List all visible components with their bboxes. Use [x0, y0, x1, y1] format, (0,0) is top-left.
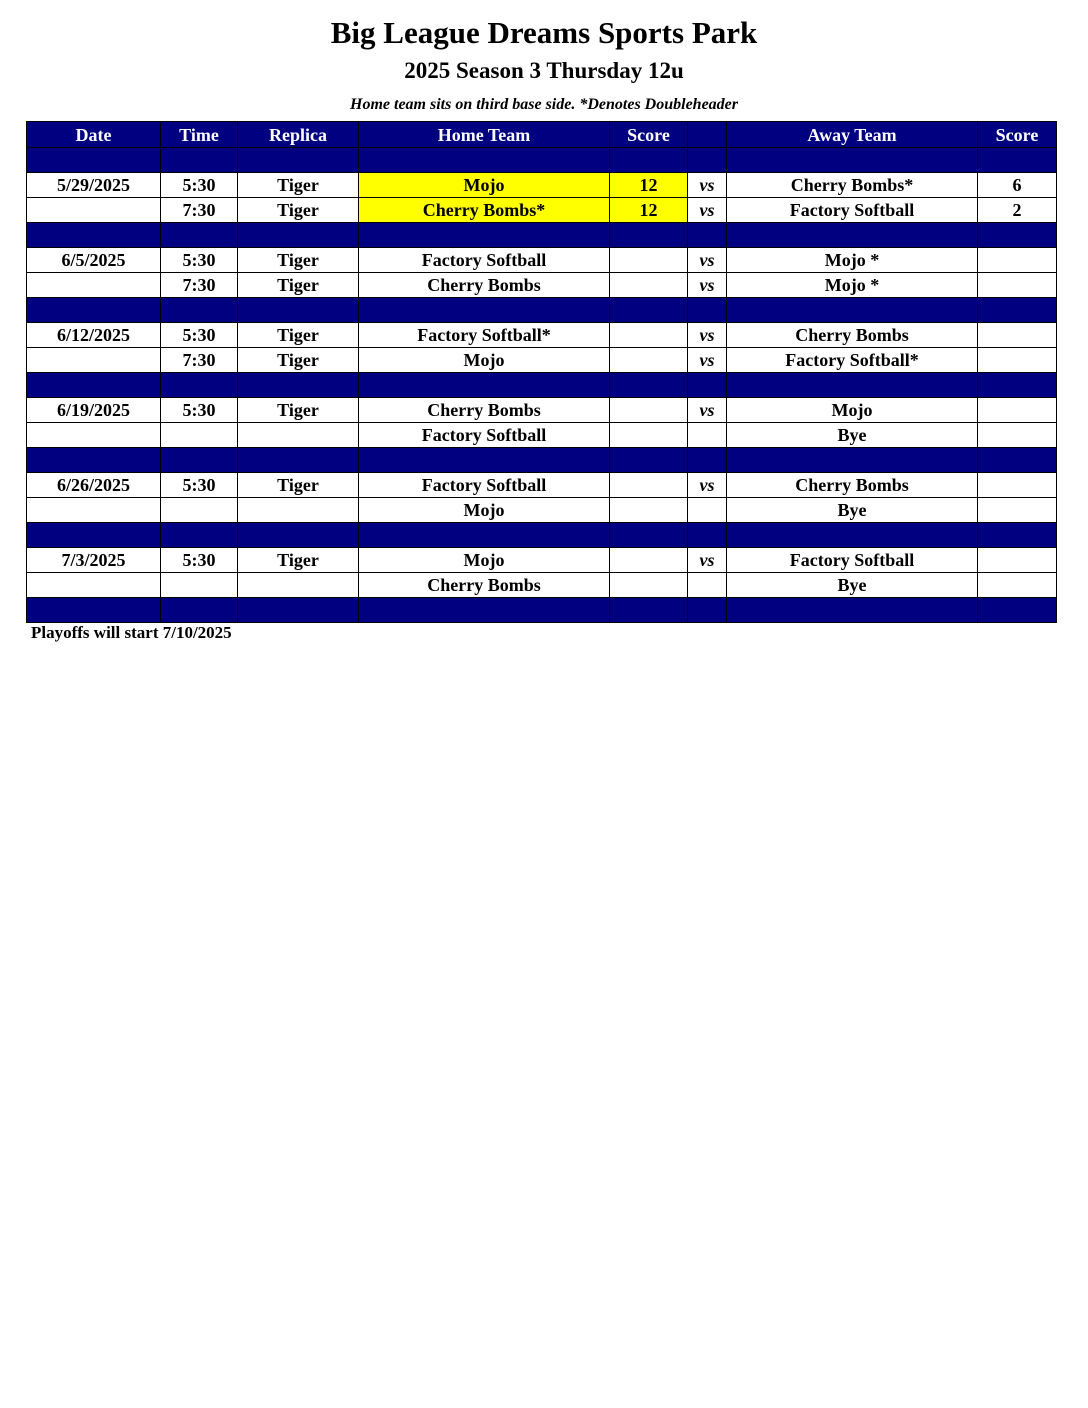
- column-header-home-team: Home Team: [359, 122, 610, 148]
- separator-cell: [688, 523, 727, 548]
- separator-cell: [27, 373, 161, 398]
- column-header-date: Date: [27, 122, 161, 148]
- separator-cell: [610, 448, 688, 473]
- home-score-cell: [610, 573, 688, 598]
- away-score-cell: [978, 348, 1057, 373]
- home-team-cell: Mojo: [359, 348, 610, 373]
- separator-cell: [610, 298, 688, 323]
- separator-cell: [688, 148, 727, 173]
- vs-cell: vs: [688, 323, 727, 348]
- vs-cell: vs: [688, 273, 727, 298]
- separator-cell: [978, 298, 1057, 323]
- separator-cell: [727, 373, 978, 398]
- separator-row: [27, 298, 1057, 323]
- vs-cell: vs: [688, 248, 727, 273]
- column-header-away-score: Score: [978, 122, 1057, 148]
- separator-cell: [610, 523, 688, 548]
- time-cell: 5:30: [161, 173, 238, 198]
- home-score-cell: [610, 498, 688, 523]
- separator-cell: [161, 523, 238, 548]
- away-team-cell: Cherry Bombs: [727, 473, 978, 498]
- away-team-cell: Cherry Bombs: [727, 323, 978, 348]
- table-row: [27, 398, 1057, 423]
- separator-cell: [610, 148, 688, 173]
- schedule-table: [26, 121, 1057, 623]
- table-row: [27, 348, 1057, 373]
- date-cell: 5/29/2025: [27, 173, 161, 198]
- separator-cell: [359, 373, 610, 398]
- away-score-cell: [978, 323, 1057, 348]
- away-team-cell: Cherry Bombs*: [727, 173, 978, 198]
- separator-row: [27, 223, 1057, 248]
- separator-cell: [161, 448, 238, 473]
- home-team-cell: Cherry Bombs: [359, 573, 610, 598]
- away-team-cell: Factory Softball: [727, 548, 978, 573]
- away-score-cell: [978, 398, 1057, 423]
- home-team-cell: Factory Softball: [359, 423, 610, 448]
- replica-cell: Tiger: [238, 323, 359, 348]
- separator-row: [27, 598, 1057, 623]
- replica-cell: Tiger: [238, 398, 359, 423]
- home-score-cell: [610, 348, 688, 373]
- separator-cell: [359, 448, 610, 473]
- separator-cell: [978, 223, 1057, 248]
- separator-cell: [238, 373, 359, 398]
- separator-cell: [238, 598, 359, 623]
- vs-cell: vs: [688, 473, 727, 498]
- time-cell: 7:30: [161, 348, 238, 373]
- home-score-cell: [610, 323, 688, 348]
- separator-cell: [359, 223, 610, 248]
- separator-cell: [161, 298, 238, 323]
- away-score-cell: [978, 423, 1057, 448]
- away-team-cell: Bye: [727, 498, 978, 523]
- separator-cell: [688, 298, 727, 323]
- separator-cell: [688, 598, 727, 623]
- time-cell: 5:30: [161, 398, 238, 423]
- vs-cell: vs: [688, 198, 727, 223]
- vs-cell: vs: [688, 348, 727, 373]
- vs-cell: vs: [688, 173, 727, 198]
- separator-row: [27, 448, 1057, 473]
- time-cell: 5:30: [161, 248, 238, 273]
- home-score-cell: [610, 548, 688, 573]
- separator-cell: [610, 373, 688, 398]
- home-team-cell: Cherry Bombs: [359, 273, 610, 298]
- home-team-cell: Mojo: [359, 173, 610, 198]
- separator-cell: [359, 523, 610, 548]
- away-score-cell: [978, 273, 1057, 298]
- date-cell: 6/12/2025: [27, 323, 161, 348]
- date-cell: [27, 273, 161, 298]
- away-team-cell: Bye: [727, 573, 978, 598]
- home-team-cell: Factory Softball*: [359, 323, 610, 348]
- away-team-cell: Factory Softball*: [727, 348, 978, 373]
- date-cell: [27, 498, 161, 523]
- separator-cell: [727, 448, 978, 473]
- away-score-cell: 6: [978, 173, 1057, 198]
- separator-cell: [161, 223, 238, 248]
- home-score-cell: [610, 423, 688, 448]
- home-score-cell: [610, 248, 688, 273]
- playoffs-note: Playoffs will start 7/10/2025: [31, 623, 232, 642]
- separator-cell: [610, 598, 688, 623]
- separator-cell: [27, 298, 161, 323]
- time-cell: [161, 423, 238, 448]
- separator-cell: [238, 223, 359, 248]
- separator-row: [27, 373, 1057, 398]
- away-team-cell: Bye: [727, 423, 978, 448]
- separator-cell: [688, 373, 727, 398]
- separator-cell: [688, 223, 727, 248]
- separator-cell: [727, 598, 978, 623]
- separator-cell: [727, 298, 978, 323]
- schedule-body: [27, 148, 1057, 623]
- time-cell: 5:30: [161, 473, 238, 498]
- separator-cell: [161, 373, 238, 398]
- date-cell: [27, 198, 161, 223]
- table-row: [27, 173, 1057, 198]
- replica-cell: Tiger: [238, 348, 359, 373]
- time-cell: [161, 573, 238, 598]
- time-cell: 7:30: [161, 198, 238, 223]
- date-cell: [27, 348, 161, 373]
- home-score-cell: 12: [610, 198, 688, 223]
- away-score-cell: [978, 248, 1057, 273]
- separator-cell: [727, 523, 978, 548]
- separator-cell: [610, 223, 688, 248]
- replica-cell: Tiger: [238, 248, 359, 273]
- table-row: [27, 423, 1057, 448]
- home-team-cell: Cherry Bombs: [359, 398, 610, 423]
- separator-cell: [238, 448, 359, 473]
- table-row: [27, 498, 1057, 523]
- replica-cell: Tiger: [238, 273, 359, 298]
- table-row: [27, 198, 1057, 223]
- separator-cell: [27, 148, 161, 173]
- vs-cell: [688, 498, 727, 523]
- away-score-cell: 2: [978, 198, 1057, 223]
- away-team-cell: Mojo: [727, 398, 978, 423]
- column-header-time: Time: [161, 122, 238, 148]
- away-score-cell: [978, 498, 1057, 523]
- separator-cell: [727, 223, 978, 248]
- vs-cell: [688, 423, 727, 448]
- home-score-cell: [610, 398, 688, 423]
- date-cell: 6/19/2025: [27, 398, 161, 423]
- separator-cell: [359, 148, 610, 173]
- time-cell: 7:30: [161, 273, 238, 298]
- separator-cell: [978, 373, 1057, 398]
- page-subtitle: 2025 Season 3 Thursday 12u: [404, 58, 684, 83]
- table-row: [27, 573, 1057, 598]
- column-header-replica: Replica: [238, 122, 359, 148]
- separator-cell: [978, 148, 1057, 173]
- home-team-cell: Factory Softball: [359, 473, 610, 498]
- replica-cell: [238, 423, 359, 448]
- date-cell: 7/3/2025: [27, 548, 161, 573]
- separator-cell: [688, 448, 727, 473]
- schedule-note: Home team sits on third base side. *Denotes Doubleheader: [350, 96, 738, 113]
- date-cell: 6/26/2025: [27, 473, 161, 498]
- away-team-cell: Mojo *: [727, 273, 978, 298]
- replica-cell: [238, 498, 359, 523]
- time-cell: 5:30: [161, 548, 238, 573]
- home-team-cell: Mojo: [359, 548, 610, 573]
- separator-cell: [238, 298, 359, 323]
- away-score-cell: [978, 573, 1057, 598]
- replica-cell: Tiger: [238, 198, 359, 223]
- home-score-cell: 12: [610, 173, 688, 198]
- vs-cell: vs: [688, 398, 727, 423]
- replica-cell: [238, 573, 359, 598]
- vs-cell: vs: [688, 548, 727, 573]
- replica-cell: Tiger: [238, 473, 359, 498]
- home-score-cell: [610, 273, 688, 298]
- separator-cell: [978, 523, 1057, 548]
- separator-cell: [27, 448, 161, 473]
- away-score-cell: [978, 548, 1057, 573]
- separator-cell: [238, 148, 359, 173]
- separator-cell: [359, 598, 610, 623]
- home-team-cell: Mojo: [359, 498, 610, 523]
- away-team-cell: Factory Softball: [727, 198, 978, 223]
- home-team-cell: Factory Softball: [359, 248, 610, 273]
- table-row: [27, 248, 1057, 273]
- replica-cell: Tiger: [238, 548, 359, 573]
- separator-cell: [27, 223, 161, 248]
- table-row: [27, 273, 1057, 298]
- away-team-cell: Mojo *: [727, 248, 978, 273]
- separator-cell: [238, 523, 359, 548]
- date-cell: [27, 423, 161, 448]
- separator-row: [27, 523, 1057, 548]
- table-header-row: [27, 122, 1057, 148]
- away-score-cell: [978, 473, 1057, 498]
- home-team-cell: Cherry Bombs*: [359, 198, 610, 223]
- column-header-vs: [688, 122, 727, 148]
- separator-cell: [161, 148, 238, 173]
- column-header-away-team: Away Team: [727, 122, 978, 148]
- separator-cell: [978, 448, 1057, 473]
- separator-cell: [978, 598, 1057, 623]
- time-cell: [161, 498, 238, 523]
- table-row: [27, 323, 1057, 348]
- date-cell: [27, 573, 161, 598]
- table-row: [27, 473, 1057, 498]
- home-score-cell: [610, 473, 688, 498]
- separator-cell: [727, 148, 978, 173]
- separator-cell: [27, 598, 161, 623]
- separator-cell: [161, 598, 238, 623]
- table-row: [27, 548, 1057, 573]
- time-cell: 5:30: [161, 323, 238, 348]
- column-header-home-score: Score: [610, 122, 688, 148]
- vs-cell: [688, 573, 727, 598]
- page-title: Big League Dreams Sports Park: [330, 15, 758, 50]
- date-cell: 6/5/2025: [27, 248, 161, 273]
- replica-cell: Tiger: [238, 173, 359, 198]
- separator-row: [27, 148, 1057, 173]
- separator-cell: [359, 298, 610, 323]
- separator-cell: [27, 523, 161, 548]
